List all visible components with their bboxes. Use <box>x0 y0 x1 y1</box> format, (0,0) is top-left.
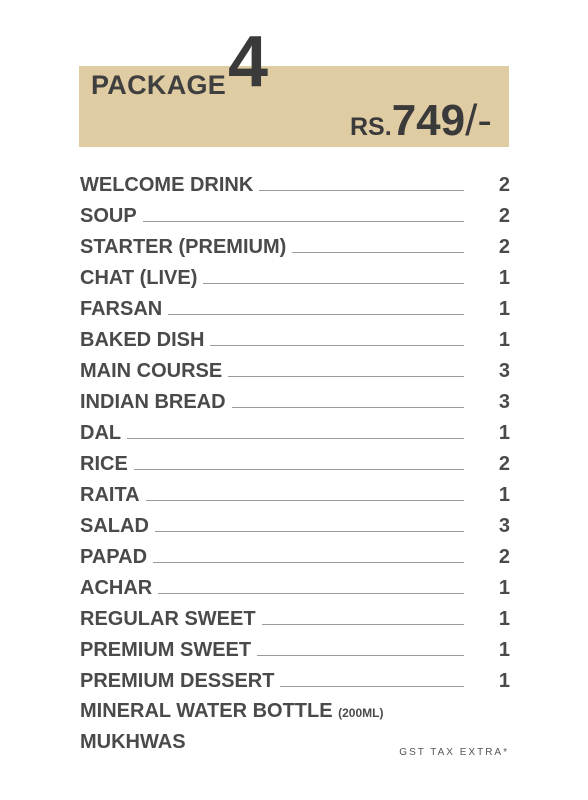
package-number: 4 <box>228 22 269 102</box>
menu-item-quantity: 3 <box>498 391 510 413</box>
menu-item-quantity: 1 <box>498 422 510 444</box>
menu-item-quantity: 3 <box>498 515 510 537</box>
menu-item-quantity: 2 <box>498 453 510 475</box>
dotted-leader-line <box>292 252 464 253</box>
menu-item-quantity: 1 <box>498 608 510 630</box>
menu-item <box>80 387 510 418</box>
menu-item-quantity: 2 <box>498 236 510 258</box>
menu-item-label: PAPAD <box>80 546 148 568</box>
menu-item-quantity: 1 <box>498 267 510 289</box>
gst-note: GST TAX EXTRA* <box>399 747 509 758</box>
menu-item-label: STARTER (PREMIUM) <box>80 236 287 258</box>
dotted-leader-line <box>155 531 464 532</box>
dotted-leader-line <box>146 500 464 501</box>
menu-item-label: RICE <box>80 453 128 475</box>
dotted-leader-line <box>262 624 464 625</box>
dotted-leader-line <box>259 190 464 191</box>
menu-item <box>80 542 510 573</box>
menu-item-label: ACHAR <box>80 577 153 599</box>
menu-item <box>80 170 510 201</box>
menu-item-quantity: 2 <box>498 174 510 196</box>
menu-item-label: PREMIUM DESSERT <box>80 670 275 692</box>
package-price <box>350 96 492 146</box>
price-suffix: /- <box>465 96 492 145</box>
dotted-leader-line <box>203 283 464 284</box>
menu-item-label: WELCOME DRINK <box>80 174 254 196</box>
menu-item <box>80 201 510 232</box>
menu-item <box>80 356 510 387</box>
menu-item <box>80 511 510 542</box>
menu-item-label: RAITA <box>80 484 140 506</box>
menu-item <box>80 666 510 697</box>
extra-item-mukhwas: MUKHWAS <box>80 731 186 753</box>
dotted-leader-line <box>228 376 464 377</box>
menu-item-label: SALAD <box>80 515 149 537</box>
dotted-leader-line <box>257 655 464 656</box>
menu-item-label: INDIAN BREAD <box>80 391 226 413</box>
dotted-leader-line <box>134 469 464 470</box>
menu-item-label: PREMIUM SWEET <box>80 639 252 661</box>
menu-item <box>80 232 510 263</box>
menu-item-label: BAKED DISH <box>80 329 205 351</box>
menu-item-quantity: 1 <box>498 329 510 351</box>
dotted-leader-line <box>232 407 464 408</box>
dotted-leader-line <box>168 314 464 315</box>
menu-item-label: FARSAN <box>80 298 163 320</box>
dotted-leader-line <box>127 438 464 439</box>
menu-item <box>80 418 510 449</box>
menu-item-quantity: 1 <box>498 298 510 320</box>
menu-item-label: MAIN COURSE <box>80 360 223 382</box>
menu-item-label: DAL <box>80 422 122 444</box>
menu-list <box>80 170 510 697</box>
menu-item-quantity: 1 <box>498 639 510 661</box>
menu-item <box>80 449 510 480</box>
dotted-leader-line <box>143 221 464 222</box>
menu-item <box>80 604 510 635</box>
water-label: MINERAL WATER BOTTLE <box>80 700 333 722</box>
price-currency: RS. <box>350 113 392 141</box>
dotted-leader-line <box>280 686 464 687</box>
menu-item-quantity: 1 <box>498 577 510 599</box>
menu-item <box>80 294 510 325</box>
menu-item <box>80 573 510 604</box>
menu-item <box>80 480 510 511</box>
menu-item-quantity: 2 <box>498 205 510 227</box>
water-size: (200ML) <box>338 706 384 720</box>
menu-item <box>80 263 510 294</box>
menu-item-quantity: 1 <box>498 670 510 692</box>
dotted-leader-line <box>153 562 464 563</box>
dotted-leader-line <box>158 593 464 594</box>
menu-item-label: CHAT (LIVE) <box>80 267 198 289</box>
menu-item-quantity: 1 <box>498 484 510 506</box>
menu-item <box>80 635 510 666</box>
package-label: PACKAGE <box>91 70 227 100</box>
menu-item-quantity: 2 <box>498 546 510 568</box>
extra-item-water <box>80 700 383 723</box>
menu-item-label: REGULAR SWEET <box>80 608 256 630</box>
price-amount: 749 <box>391 96 466 145</box>
menu-item <box>80 325 510 356</box>
menu-item-quantity: 3 <box>498 360 510 382</box>
menu-item-label: SOUP <box>80 205 137 227</box>
dotted-leader-line <box>210 345 464 346</box>
